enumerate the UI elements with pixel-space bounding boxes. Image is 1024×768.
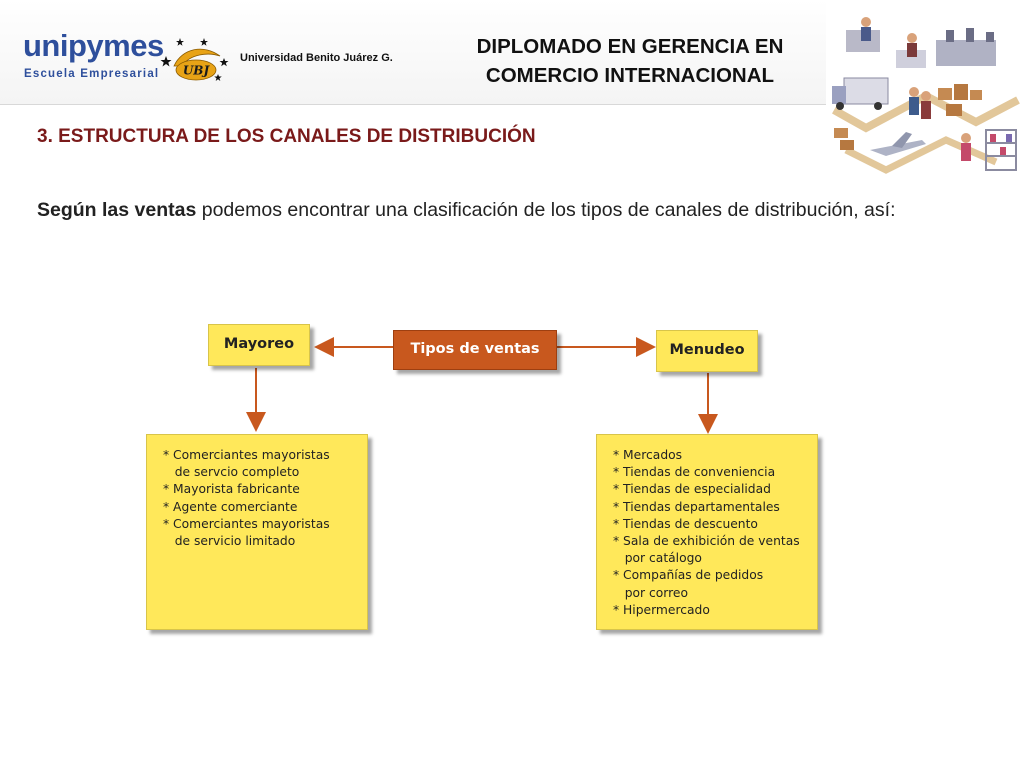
list-item: por correo <box>613 585 689 600</box>
logo-main-text: unipymes <box>23 28 164 63</box>
intro-rest-text: podemos encontrar una clasificación de los tipos de canales de distribución, así: <box>196 199 896 221</box>
list-item: * Tiendas de descuento <box>613 516 758 531</box>
list-item: de servicio limitado <box>163 534 296 549</box>
list-item: * Comerciantes mayoristas <box>163 516 330 531</box>
list-item: * Tiendas de especialidad <box>613 482 771 497</box>
title-line-1: DIPLOMADO EN GERENCIA EN <box>476 35 784 58</box>
list-item: por catálogo <box>613 551 702 566</box>
university-name: Universidad Benito Juárez G. <box>240 52 393 64</box>
list-item: * Tiendas departamentales <box>613 499 780 514</box>
section-heading: 3. ESTRUCTURA DE LOS CANALES DE DISTRIBUCIÓN <box>37 126 536 147</box>
slide-title <box>445 32 815 90</box>
list-item: * Mercados <box>613 448 683 462</box>
list-item: * Tiendas de conveniencia <box>613 465 776 480</box>
intro-bold-text: Según las ventas <box>37 199 197 221</box>
node-tipos-de-ventas-label: Tipos de ventas <box>410 341 540 357</box>
node-tipos-de-ventas <box>393 330 557 370</box>
unipymes-logo <box>20 28 164 86</box>
title-line-2: COMERCIO INTERNACIONAL <box>485 64 775 87</box>
ubj-text: UBJ <box>182 63 210 78</box>
node-menudeo <box>656 330 758 372</box>
list-item: * Sala de exhibición de ventas <box>613 534 800 549</box>
list-item: * Comerciantes mayoristas <box>163 448 330 462</box>
node-mayoreo-label: Mayoreo <box>223 336 295 352</box>
list-item: de servcio completo <box>163 465 300 480</box>
logistics-illustration-icon <box>826 0 1024 190</box>
logo-sub-text: Escuela Empresarial <box>24 68 160 80</box>
university-seal-icon <box>160 36 230 84</box>
node-mayoreo <box>208 324 310 366</box>
list-item: * Mayorista fabricante <box>163 482 300 497</box>
node-menudeo-label: Menudeo <box>669 342 745 358</box>
mayoreo-list-box <box>146 434 368 630</box>
list-item: * Hipermercado <box>613 602 710 617</box>
list-item: * Compañías de pedidos <box>613 568 764 583</box>
list-item: * Agente comerciante <box>163 499 298 514</box>
menudeo-list-box <box>596 434 818 630</box>
intro-paragraph <box>37 195 925 225</box>
sales-types-diagram <box>0 300 1024 660</box>
